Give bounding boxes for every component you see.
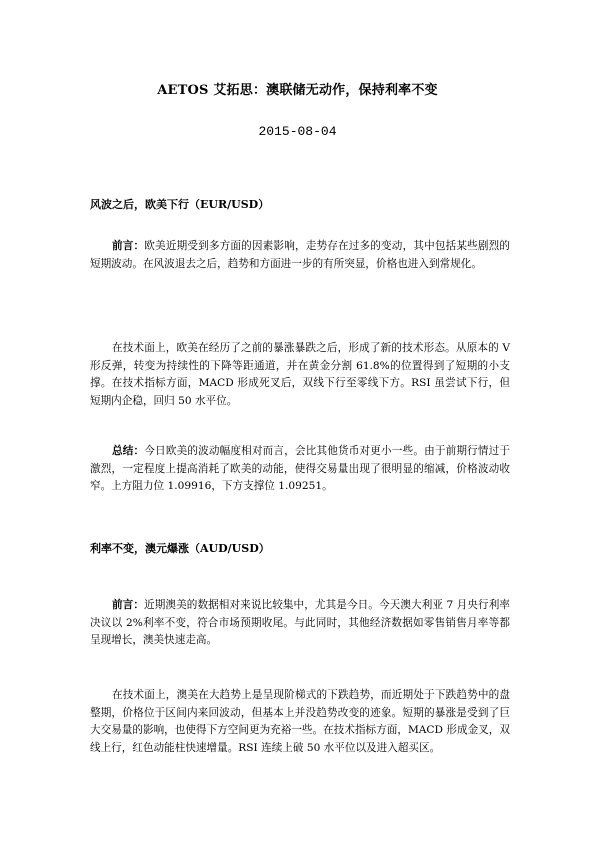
paragraph-text: 近期澳美的数据相对来说比较集中，尤其是今日。今天澳大利亚 7 月央行利率决议以 2%利率不变，符合市场预期收尾。与此同时，其他经济数据如零售销售月率等都呈现增长，澳美快速走高。 <box>90 599 510 647</box>
document-date: 2015-08-04 <box>258 124 337 139</box>
paragraph-text: 在技术面上，澳美在大趋势上是呈现阶梯式的下跌趋势，而近期处于下跌趋势中的盘整期，价格位于区间内来回波动，但基本上并没趋势改变的迹象。短期的暴涨是受到了巨大交易量的影响，也使得下方空间更为充裕一些。在技术指标方面，MACD 形成金叉，双线上行，红色动能柱快速增量。RSI 连续上破 50 水平位以及进入超买区。 <box>90 689 510 754</box>
paragraph-audusd-intro <box>90 597 510 650</box>
section-heading-eurusd: 风波之后，欧美下行（EUR/USD） <box>90 198 270 211</box>
paragraph-lead: 前言： <box>112 599 145 611</box>
paragraph-eurusd-technical <box>90 340 510 410</box>
paragraph-text: 今日欧美的波动幅度相对而言，会比其他货币对更小一些。由于前期行情过于激烈，一定程度上提高消耗了欧美的动能，使得交易量出现了很明显的缩减，价格波动收窄。上方阻力位 1.09916，下方支撑位 1.09251。 <box>90 445 511 493</box>
document-title: AETOS 艾拓思：澳联储无动作，保持利率不变 <box>157 83 438 98</box>
paragraph-lead: 总结： <box>112 445 145 457</box>
paragraph-text: 欧美近期受到多方面的因素影响，走势存在过多的变动，其中包括某些剧烈的短期波动。在风波退去之后，趋势和方面进一步的有所突显，价格也进入到常规化。 <box>90 240 511 270</box>
paragraph-eurusd-intro <box>90 238 510 273</box>
paragraph-lead: 前言： <box>112 240 145 252</box>
section-heading-audusd: 利率不变，澳元爆涨（AUD/USD） <box>90 542 270 555</box>
paragraph-text: 在技术面上，欧美在经历了之前的暴涨暴跌之后，形成了新的技术形态。从原本的 V 形反弹，转变为持续性的下降等距通道，并在黄金分割 61.8%的位置得到了短期的小支撑。在技术指标方面，MACD 形成死叉后，双线下行至零线下方。RSI 虽尝试下行，但短期内企稳，回归 50 水平位。 <box>90 342 510 407</box>
paragraph-eurusd-summary <box>90 443 510 496</box>
paragraph-audusd-technical <box>90 687 510 757</box>
